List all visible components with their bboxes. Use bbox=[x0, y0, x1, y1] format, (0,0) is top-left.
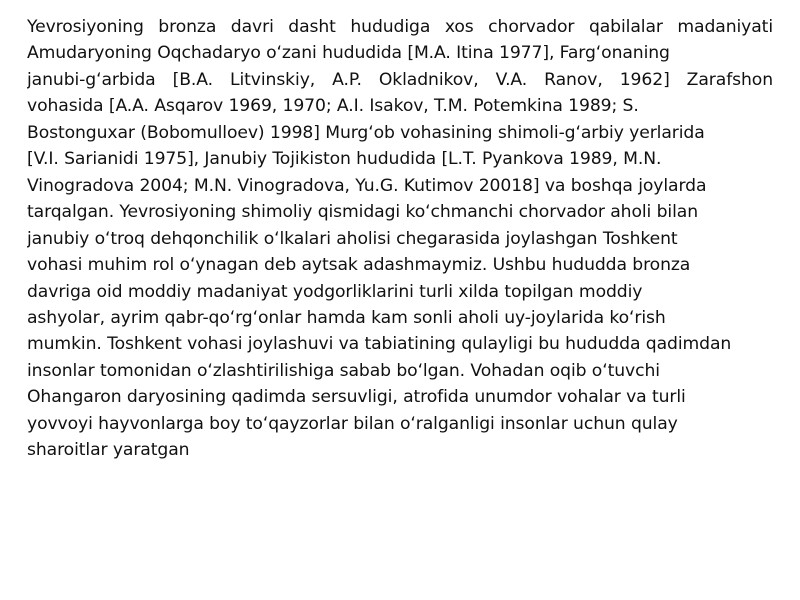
paragraph-line: Vinogradova 2004; M.N. Vinogradova, Yu.G. Kutimov 20018] va boshqa joylarda bbox=[27, 175, 707, 196]
paragraph-line: [V.I. Sarianidi 1975], Janubiy Tojikiston hududida [L.T. Pyankova 1989, M.N. bbox=[27, 149, 662, 170]
paragraph-line: vohasida [A.A. Asqarov 1969, 1970; A.I. Isakov, T.M. Potemkina 1989; S. bbox=[27, 96, 639, 117]
paragraph-line: ashyolar, ayrim qabr-qoʻrgʻonlar hamda kam sonli aholi uy-joylarida koʻrish bbox=[27, 307, 666, 328]
paragraph-line: Yevrosiyoning bronza davri dasht hududiga xos chorvador qabilalar madaniyati bbox=[27, 17, 773, 37]
paragraph-line: janubiy oʻtroq dehqonchilik oʻlkalari aholisi chegarasida joylashgan Toshkent bbox=[27, 228, 678, 249]
paragraph-line: mumkin. Toshkent vohasi joylashuvi va tabiatining qulayligi bu hududda qadimdan bbox=[27, 334, 732, 355]
paragraph-line: tarqalgan. Yevrosiyoning shimoliy qismidagi koʻchmanchi chorvador aholi bilan bbox=[27, 202, 698, 223]
paragraph-line: Bostonguxar (Bobomulloev) 1998] Murgʻob vohasining shimoli-gʻarbiy yerlarida bbox=[27, 122, 705, 143]
paragraph-line: janubi-gʻarbida [B.A. Litvinskiy, A.P. Okladnikov, V.A. Ranov, 1962] Zarafshon bbox=[27, 69, 773, 90]
paragraph-line: insonlar tomonidan oʻzlashtirilishiga sabab boʻlgan. Vohadan oqib oʻtuvchi bbox=[27, 360, 660, 381]
paragraph-line: Amudaryoning Oqchadaryo oʻzani hududida [M.A. Itina 1977], Fargʻonaning bbox=[27, 43, 670, 64]
paragraph-line: davriga oid moddiy madaniyat yodgorliklarini turli xilda topilgan moddiy bbox=[27, 281, 643, 302]
paragraph-line: Ohangaron daryosining qadimda sersuvligi, atrofida unumdor vohalar va turli bbox=[27, 387, 686, 408]
paragraph-line: sharoitlar yaratgan bbox=[27, 440, 190, 461]
document-paragraph bbox=[27, 14, 773, 464]
paragraph-line: yovvoyi hayvonlarga boy toʻqayzorlar bilan oʻralganligi insonlar uchun qulay bbox=[27, 413, 678, 434]
paragraph-line: vohasi muhim rol oʻynagan deb aytsak adashmaymiz. Ushbu hududda bronza bbox=[27, 255, 691, 276]
